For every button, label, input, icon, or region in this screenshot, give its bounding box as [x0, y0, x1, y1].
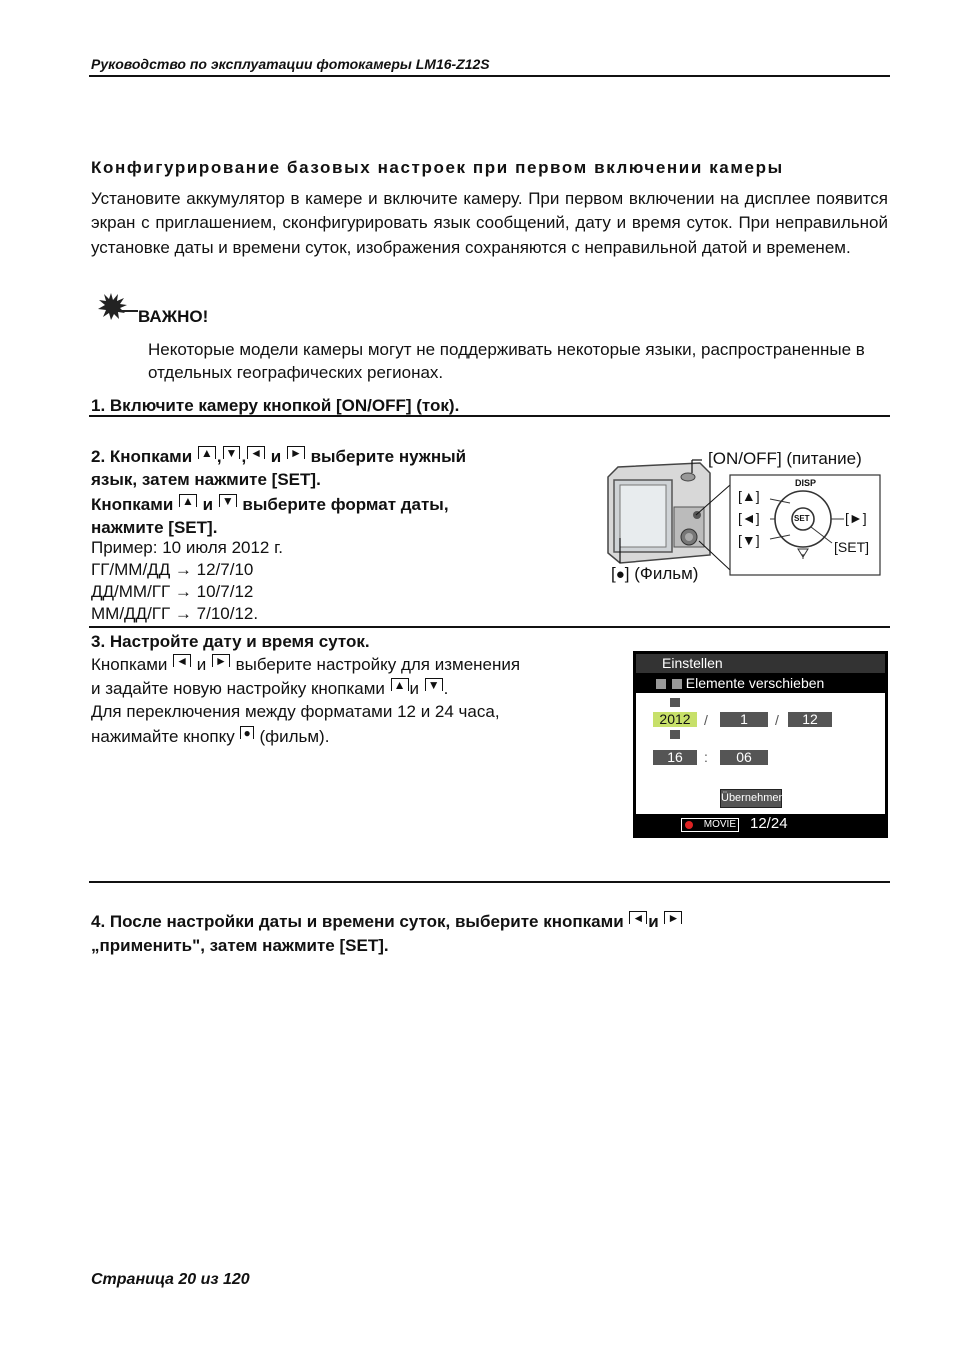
right-arrow-icon: [672, 679, 682, 689]
movie-key-icon: ●: [240, 726, 253, 739]
date-separator: /: [775, 712, 779, 728]
up-key-icon: ▲: [179, 494, 197, 507]
running-header: Руководство по эксплуатации фотокамеры LM16-Z12S: [91, 56, 490, 72]
date-format-3: ММ/ДД/ГГ → 7/10/12.: [91, 604, 259, 623]
page-footer: Страница 20 из 120: [91, 1271, 250, 1288]
pad-up-label: [▲]: [738, 488, 760, 504]
step-2-line-1: 2. Кнопками ▲ , ▼ , ◄ и ► выберите нужный: [91, 446, 467, 466]
hour-field[interactable]: 16: [653, 750, 697, 765]
important-label: ВАЖНО!: [138, 307, 209, 326]
step-2-line-4: нажмите [SET].: [91, 518, 218, 537]
important-text: Некоторые модели камеры могут не поддерживать некоторые языки, распространенные в отдельных географических регионах.: [148, 340, 865, 382]
down-key-icon: ▼: [425, 678, 443, 691]
step-2-line-3: Кнопками ▲ и ▼ выберите формат даты,: [91, 494, 449, 514]
right-key-icon: ►: [664, 911, 682, 924]
step-1: 1. Включите камеру кнопкой [ON/OFF] (ток).: [91, 396, 460, 415]
right-key-icon: ►: [212, 654, 230, 667]
step-3-line-3: Для переключения между форматами 12 и 24 часа,: [91, 702, 500, 721]
day-field[interactable]: 12: [788, 712, 832, 727]
intro-paragraph: Установите аккумулятор в камере и включите камеру. При первом включении на дисплее появится экран с приглашением, сконфигурировать язык сообщений, дату и время суток. При неправильной установке даты и времени суток, изображения сохраняются с неправильной датой и временем.: [91, 189, 888, 257]
down-key-icon: ▼: [219, 494, 237, 507]
movie-dot-icon: ●: [615, 566, 625, 583]
header-rule: [89, 75, 890, 77]
year-field[interactable]: 2012: [653, 712, 697, 727]
section-title: Конфигурирование базовых настроек при первом включении камеры: [91, 158, 784, 177]
month-field[interactable]: 1: [720, 712, 768, 727]
date-separator: /: [704, 712, 708, 728]
time-format-counter: 12/24: [750, 815, 788, 832]
pad-set-label: [SET]: [834, 539, 870, 555]
apply-button[interactable]: Übernehmen: [720, 789, 782, 808]
down-key-icon: ▼: [223, 446, 241, 459]
up-key-icon: ▲: [391, 678, 409, 691]
step-3-rule: [89, 881, 890, 883]
lcd-title: Einstellen: [636, 654, 885, 673]
movie-button-label: [●] (Фильм): [611, 564, 699, 583]
lcd-status-bar: [636, 814, 885, 835]
up-arrow-icon: [670, 698, 680, 707]
left-key-icon: ◄: [173, 654, 191, 667]
step-2-rule: [89, 626, 890, 628]
left-arrow-icon: [656, 679, 666, 689]
record-dot-icon: [685, 821, 693, 829]
right-key-icon: ►: [287, 446, 305, 459]
down-arrow-icon: [670, 730, 680, 739]
movie-badge: MOVIE: [681, 818, 739, 832]
pad-down-label: [▼]: [738, 532, 760, 548]
camera-lcd-screen: [633, 651, 888, 838]
set-button-label: SET: [794, 514, 810, 523]
step-3-title: 3. Настройте дату и время суток.: [91, 632, 370, 651]
step-3-line-4: нажимайте кнопку ● (фильм).: [91, 726, 330, 746]
date-format-2: ДД/ММ/ГГ → 10/7/12: [91, 582, 254, 601]
up-key-icon: ▲: [198, 446, 216, 459]
step-3-line-2: и задайте новую настройку кнопками ▲ и ▼ .: [91, 678, 449, 698]
step-3-line-1: Кнопками ◄ и ► выберите настройку для изменения: [91, 654, 521, 674]
important-burst-icon: [96, 291, 140, 321]
date-format-1: ГГ/ММ/ДД → 12/7/10: [91, 560, 254, 579]
pad-right-label: [►]: [845, 510, 867, 526]
pad-left-label: [◄]: [738, 510, 760, 526]
step-4-line-2: „применить", затем нажмите [SET].: [91, 936, 389, 955]
disp-label: DISP: [795, 478, 817, 488]
step-1-rule: [89, 415, 890, 417]
time-separator: :: [704, 749, 708, 765]
date-example: Пример: 10 июля 2012 г.: [91, 538, 283, 557]
lcd-subtitle-bar: Elemente verschieben: [636, 673, 885, 693]
step-2-line-2: язык, затем нажмите [SET].: [91, 470, 321, 489]
step-4-line-1: 4. После настройки даты и времени суток, выберите кнопками ◄ и ►: [91, 910, 683, 933]
left-key-icon: ◄: [629, 911, 647, 924]
left-key-icon: ◄: [247, 446, 265, 459]
power-button-label: [ON/OFF] (питание): [708, 449, 862, 468]
minute-field[interactable]: 06: [720, 750, 768, 765]
